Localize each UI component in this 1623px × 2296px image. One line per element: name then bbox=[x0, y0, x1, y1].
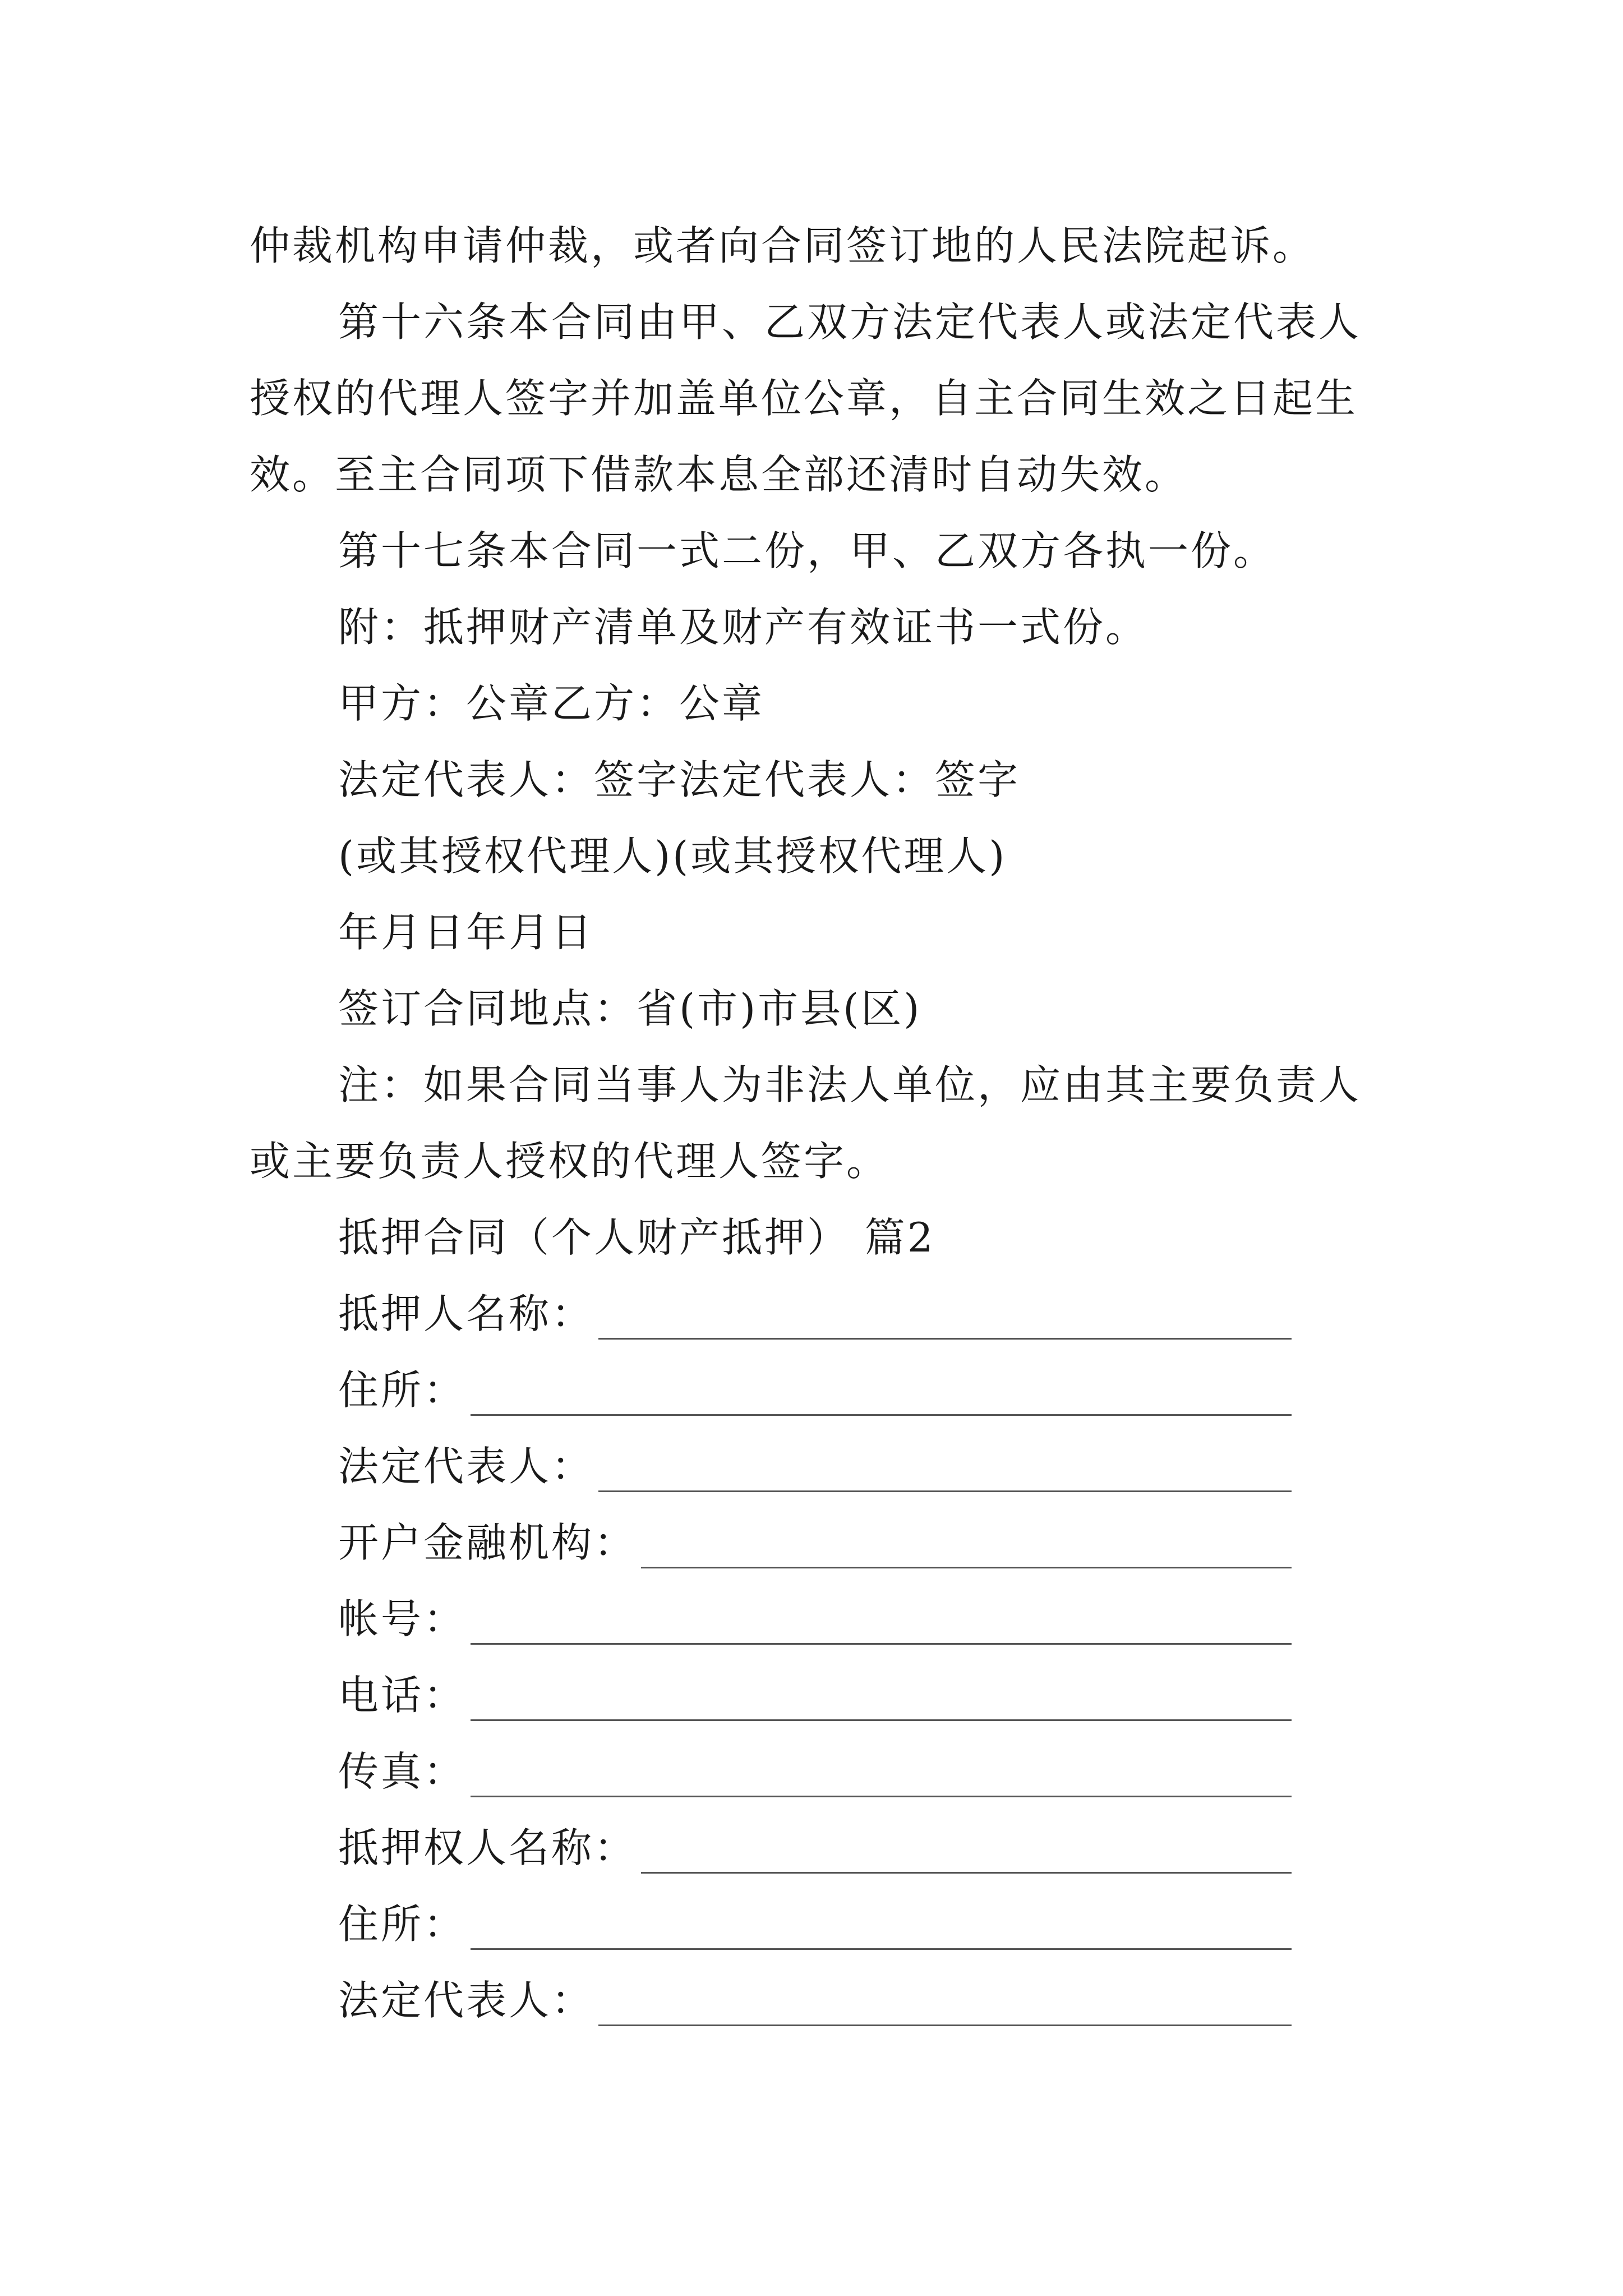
paragraph-signing-place: 签订合同地点：省(市)市县(区) bbox=[338, 985, 922, 1032]
section-title-contract-2: 抵押合同（个人财产抵押） 篇2 bbox=[338, 1214, 935, 1261]
field-fax bbox=[338, 1733, 1292, 1810]
field-label: 住所： bbox=[338, 1366, 467, 1414]
field-mortgagor-address bbox=[338, 1352, 1292, 1428]
field-label: 抵押人名称： bbox=[338, 1290, 594, 1337]
paragraph-party-seals: 甲方：公章乙方：公章 bbox=[338, 680, 765, 727]
field-account-number bbox=[338, 1581, 1292, 1657]
document-body bbox=[250, 208, 1382, 2039]
paragraph-arbitration-continuation: 仲裁机构申请仲裁，或者向合同签订地的人民法院起诉。 bbox=[250, 222, 1316, 269]
paragraph-article-16: 第十六条本合同由甲、乙双方法定代表人或法定代表人授权的代理人签字并加盖单位公章，自主合同生效之日起生效。至主合同项下借款本息全部还清时自动失效。 bbox=[250, 298, 1362, 498]
field-label: 帐号： bbox=[338, 1595, 467, 1642]
blank-line bbox=[641, 1872, 1292, 1874]
field-mortgagee-legal-rep bbox=[338, 1962, 1292, 2039]
blank-line bbox=[471, 1948, 1292, 1950]
blank-line bbox=[471, 1643, 1292, 1645]
blank-line bbox=[641, 1567, 1292, 1568]
paragraph-authorized-agents: (或其授权代理人)(或其授权代理人) bbox=[338, 832, 1007, 880]
field-label: 开户金融机构： bbox=[338, 1519, 637, 1566]
field-bank-institution bbox=[338, 1504, 1292, 1581]
field-label: 传真： bbox=[338, 1748, 467, 1795]
blank-line bbox=[471, 1719, 1292, 1721]
field-mortgagor-name bbox=[338, 1276, 1292, 1352]
field-label: 法定代表人： bbox=[338, 1443, 594, 1490]
blank-line bbox=[598, 1490, 1292, 1492]
blank-line bbox=[598, 2024, 1292, 2026]
field-label: 法定代表人： bbox=[338, 1977, 594, 2024]
blank-line bbox=[471, 1414, 1292, 1416]
paragraph-dates: 年月日年月日 bbox=[338, 909, 594, 956]
paragraph-attachment: 附：抵押财产清单及财产有效证书一式份。 bbox=[338, 604, 1149, 651]
field-label: 住所： bbox=[338, 1901, 467, 1948]
paragraph-article-17: 第十七条本合同一式二份，甲、乙双方各执一份。 bbox=[338, 527, 1276, 574]
paragraph-legal-representatives: 法定代表人：签字法定代表人：签字 bbox=[338, 756, 1021, 803]
blank-line bbox=[598, 1338, 1292, 1340]
field-mortgagee-name bbox=[338, 1810, 1292, 1886]
field-mortgagor-legal-rep bbox=[338, 1428, 1292, 1504]
blank-line bbox=[471, 1796, 1292, 1797]
field-label: 电话： bbox=[338, 1672, 467, 1719]
paragraph-note: 注：如果合同当事人为非法人单位，应由其主要负责人或主要负责人授权的代理人签字。 bbox=[250, 1061, 1362, 1185]
field-label: 抵押权人名称： bbox=[338, 1824, 637, 1871]
field-mortgagee-address bbox=[338, 1886, 1292, 1962]
field-phone bbox=[338, 1657, 1292, 1733]
